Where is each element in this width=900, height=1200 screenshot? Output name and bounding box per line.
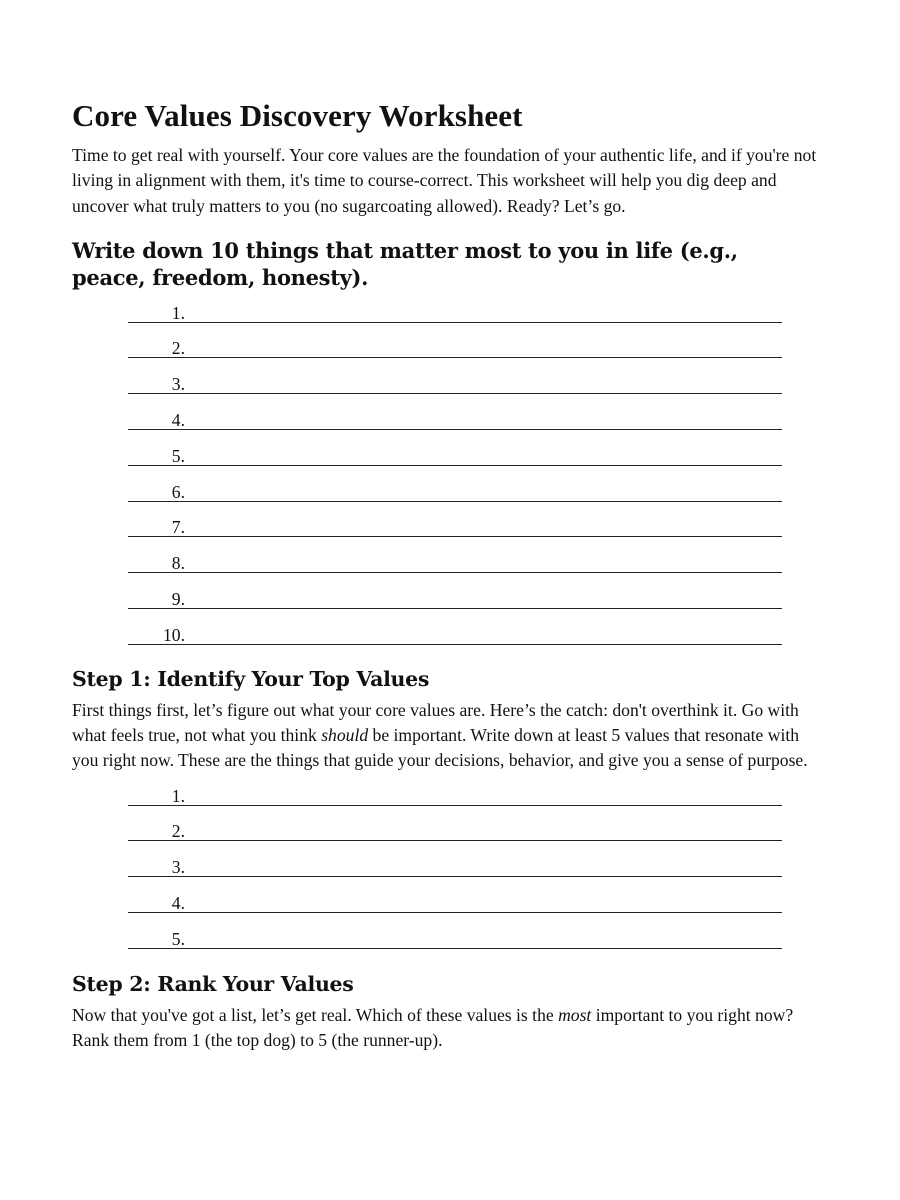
page-title: Core Values Discovery Worksheet: [72, 98, 523, 133]
worksheet-page: [72, 96, 828, 1053]
list-item: [72, 917, 828, 953]
item-number: 8.: [171, 553, 185, 574]
write-in-line[interactable]: [128, 840, 782, 841]
values-list-10: [72, 291, 828, 649]
item-number: 10.: [163, 624, 185, 645]
write-in-line[interactable]: [128, 429, 782, 430]
write-in-line[interactable]: [128, 572, 782, 573]
list-item: [72, 577, 828, 613]
list-item: [72, 434, 828, 470]
write-in-line[interactable]: [128, 912, 782, 913]
item-number: 4.: [171, 892, 185, 913]
list-item: [72, 506, 828, 542]
step2-heading: Step 2: Rank Your Values: [72, 971, 354, 996]
step2-emphasis: most: [558, 1004, 592, 1025]
item-number: 9.: [171, 589, 185, 610]
step1-heading: Step 1: Identify Your Top Values: [72, 666, 430, 691]
item-number: 6.: [171, 481, 185, 502]
write-in-line[interactable]: [128, 393, 782, 394]
write-in-line[interactable]: [128, 465, 782, 466]
step1-emphasis: should: [321, 725, 369, 746]
write-in-line[interactable]: [128, 948, 782, 949]
list-item: [72, 398, 828, 434]
step1-values-list: [72, 774, 828, 953]
step1-text-after: be important. Write down at least 5 values that resonate with you right now. These are the things that guide your decisions, behavior, and give you a sense of purpose.: [72, 725, 808, 771]
list-item: [72, 774, 828, 810]
step1-text-before: First things first, let’s figure out what your core values are. Here’s the catch: don't overthink it. Go with what feels true, not what you think: [72, 699, 799, 746]
values-prompt-heading: Write down 10 things that matter most to you in life (e.g., peace, freedom, honesty).: [72, 237, 738, 290]
intro-paragraph: Time to get real with yourself. Your core values are the foundation of your authentic life, and if you're not living in alignment with them, it's time to course-correct. This worksheet will help you dig deep and uncover what truly matters to you (no sugarcoating allowed). Ready? Let’s go.: [72, 145, 817, 216]
item-number: 3.: [171, 374, 185, 395]
item-number: 2.: [171, 338, 185, 359]
item-number: 1.: [171, 302, 185, 323]
step2-text-after: important to you right now? Rank them from 1 (the top dog) to 5 (the runner-up).: [72, 1004, 794, 1051]
list-item: [72, 881, 828, 917]
item-number: 3.: [171, 857, 185, 878]
step2-text-before: Now that you've got a list, let’s get real. Which of these values is the: [72, 1004, 559, 1025]
write-in-line[interactable]: [128, 322, 782, 323]
list-item: [72, 327, 828, 363]
item-number: 5.: [171, 928, 185, 949]
write-in-line[interactable]: [128, 644, 782, 645]
write-in-line[interactable]: [128, 501, 782, 502]
write-in-line[interactable]: [128, 876, 782, 877]
item-number: 7.: [171, 517, 185, 538]
item-number: 5.: [171, 445, 185, 466]
write-in-line[interactable]: [128, 608, 782, 609]
list-item: [72, 362, 828, 398]
list-item: [72, 470, 828, 506]
write-in-line[interactable]: [128, 357, 782, 358]
list-item: [72, 810, 828, 846]
item-number: 4.: [171, 410, 185, 431]
item-number: 1.: [171, 785, 185, 806]
list-item: [72, 541, 828, 577]
step1-paragraph: [72, 698, 828, 774]
list-item: [72, 613, 828, 649]
write-in-line[interactable]: [128, 805, 782, 806]
step2-paragraph: [72, 1003, 828, 1054]
write-in-line[interactable]: [128, 536, 782, 537]
list-item: [72, 291, 828, 327]
list-item: [72, 845, 828, 881]
item-number: 2.: [171, 821, 185, 842]
